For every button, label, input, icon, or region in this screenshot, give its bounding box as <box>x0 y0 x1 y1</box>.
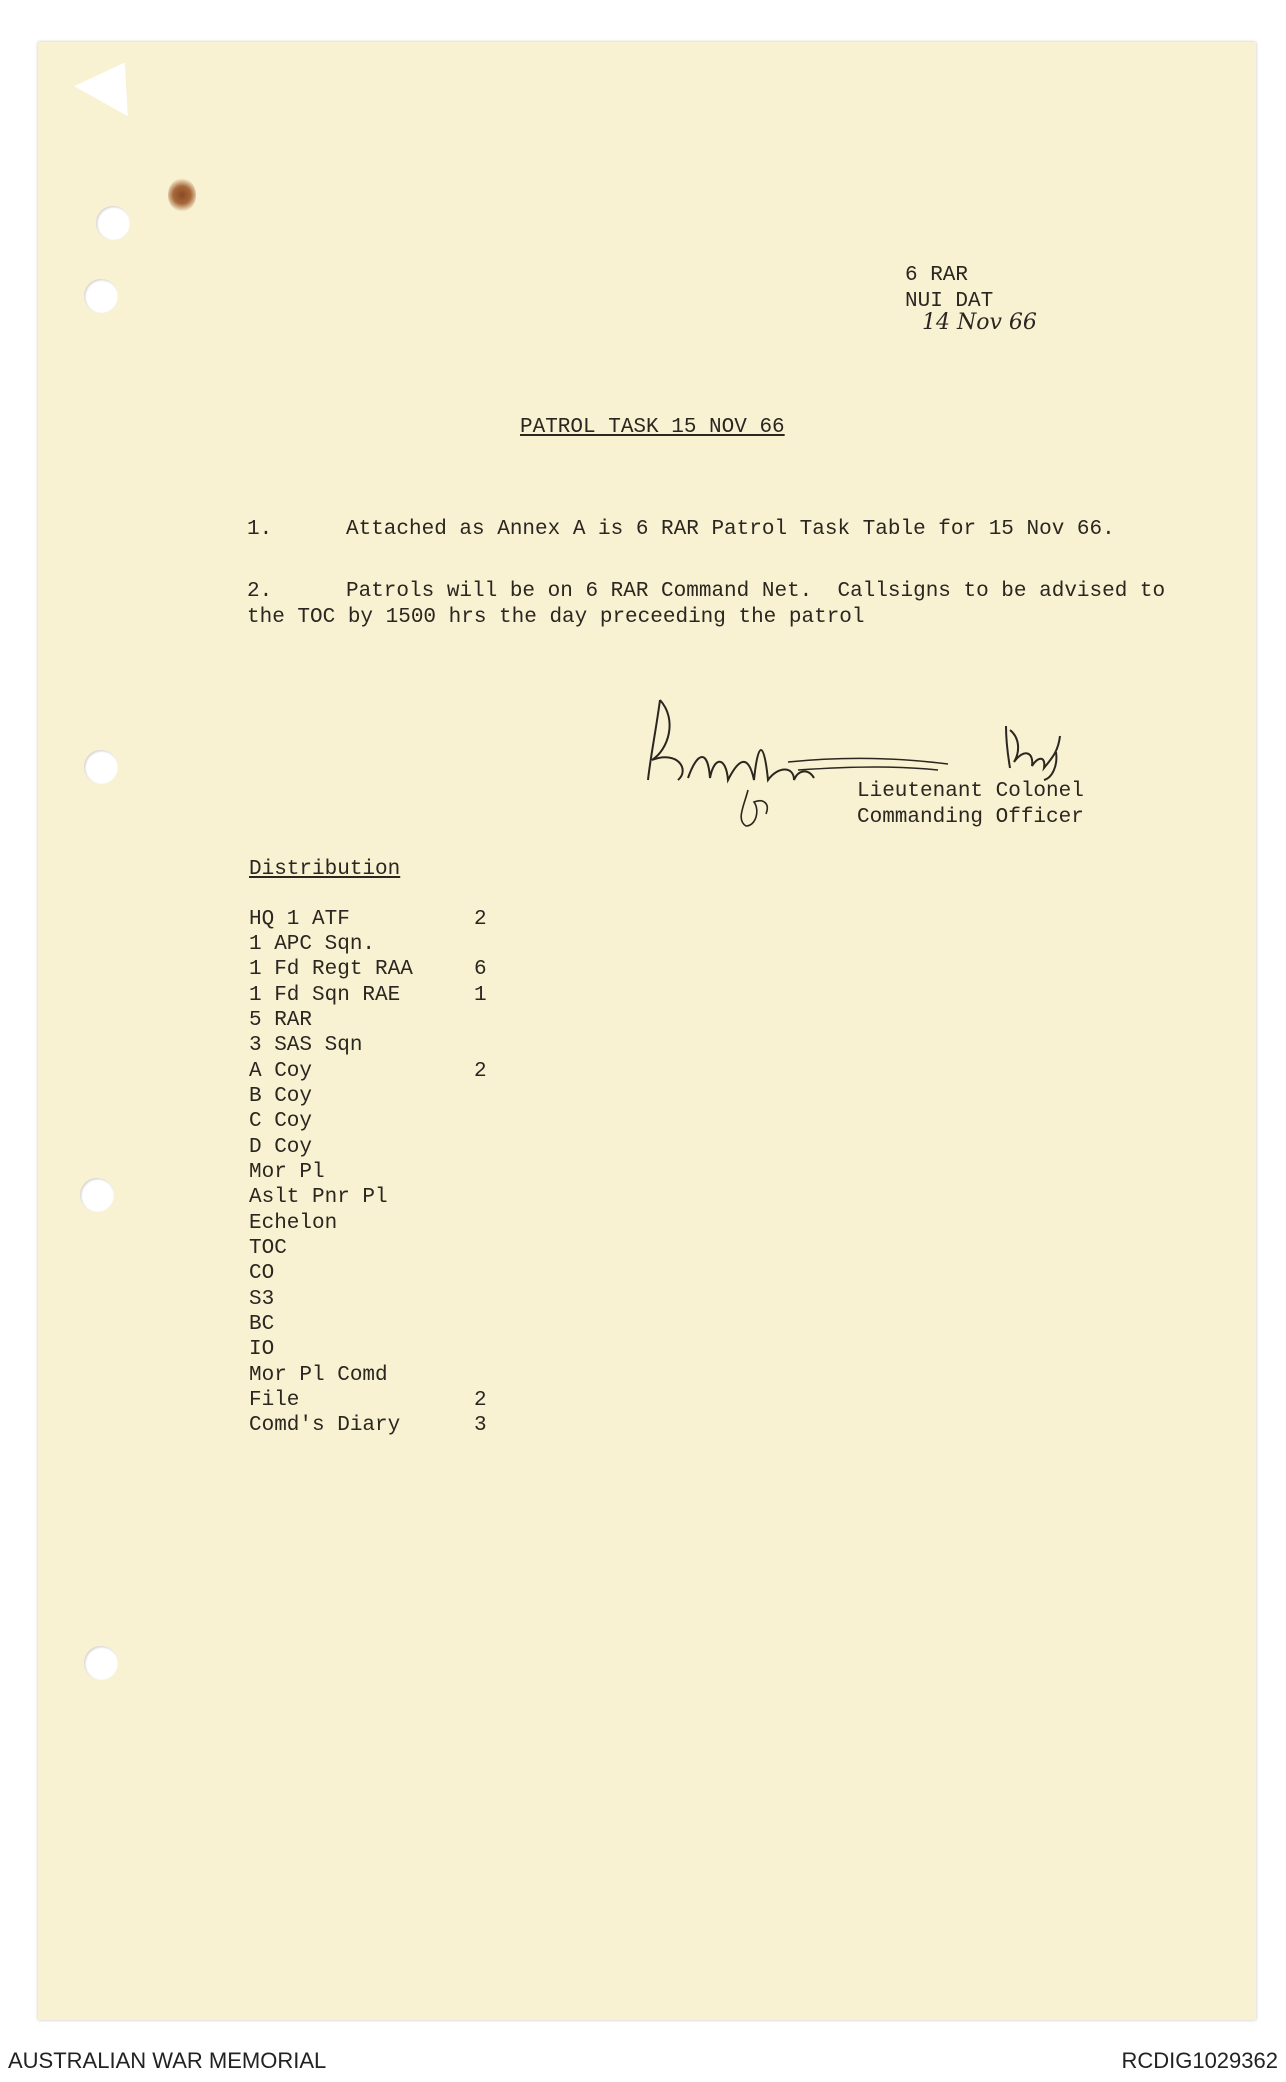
distribution-qty: 2 <box>474 908 487 931</box>
distribution-item: HQ 1 ATF <box>249 908 350 931</box>
distribution-row <box>249 958 509 983</box>
distribution-row <box>249 1034 509 1059</box>
distribution-row <box>249 1262 509 1287</box>
distribution-row <box>249 1009 509 1034</box>
distribution-item: IO <box>249 1338 275 1361</box>
paragraph-2-line-1: Patrols will be on 6 RAR Command Net. Callsigns to be advised to <box>346 580 1166 603</box>
distribution-row <box>249 1414 509 1439</box>
distribution-row <box>249 1110 509 1135</box>
distribution-item: Mor Pl <box>249 1161 325 1184</box>
distribution-row <box>249 1186 509 1211</box>
distribution-row <box>249 1364 509 1389</box>
distribution-row <box>249 1212 509 1237</box>
distribution-row <box>249 1338 509 1363</box>
distribution-heading: Distribution <box>249 858 401 881</box>
distribution-row <box>249 1060 509 1085</box>
distribution-item: A Coy <box>249 1060 313 1083</box>
punch-hole <box>84 750 118 784</box>
header-date: 14 Nov 66 <box>922 310 1037 335</box>
distribution-item: Comd's Diary <box>249 1414 401 1437</box>
distribution-item: 1 Fd Sqn RAE <box>249 984 401 1007</box>
paragraph-1-text: Attached as Annex A is 6 RAR Patrol Task Table for 15 Nov 66. <box>346 518 1115 541</box>
distribution-qty: 6 <box>474 958 487 981</box>
distribution-item: Aslt Pnr Pl <box>249 1186 388 1209</box>
distribution-row <box>249 933 509 958</box>
distribution-row <box>249 1313 509 1338</box>
distribution-item: 5 RAR <box>249 1009 313 1032</box>
distribution-item: CO <box>249 1262 275 1285</box>
distribution-row <box>249 1085 509 1110</box>
paragraph-1-number: 1. <box>247 518 273 541</box>
distribution-item: 3 SAS Sqn <box>249 1034 363 1057</box>
distribution-row <box>249 1288 509 1313</box>
distribution-item: 1 Fd Regt RAA <box>249 958 413 981</box>
distribution-qty: 3 <box>474 1414 487 1437</box>
handwritten-rank-correction <box>1000 722 1080 782</box>
punch-hole <box>84 1646 118 1680</box>
header-location: NUI DAT <box>905 290 994 313</box>
distribution-item: S3 <box>249 1288 275 1311</box>
punch-hole <box>96 206 130 240</box>
distribution-qty: 2 <box>474 1060 487 1083</box>
distribution-item: Echelon <box>249 1212 338 1235</box>
distribution-item: C Coy <box>249 1110 313 1133</box>
distribution-qty: 2 <box>474 1389 487 1412</box>
document-page <box>38 42 1256 2020</box>
paragraph-2-number: 2. <box>247 580 273 603</box>
header-unit: 6 RAR <box>905 264 969 287</box>
punch-hole <box>84 279 118 313</box>
distribution-item: BC <box>249 1313 275 1336</box>
distribution-item: TOC <box>249 1237 287 1260</box>
distribution-row <box>249 908 509 933</box>
distribution-row <box>249 1389 509 1414</box>
footer-record-id: RCDIG1029362 <box>1121 2048 1278 2073</box>
distribution-item: 1 APC Sqn. <box>249 933 376 956</box>
document-title: PATROL TASK 15 NOV 66 <box>520 416 785 439</box>
punch-hole <box>80 1178 114 1212</box>
signatory-appointment: Commanding Officer <box>857 806 1084 829</box>
distribution-item: Mor Pl Comd <box>249 1364 388 1387</box>
distribution-row <box>249 1161 509 1186</box>
distribution-row <box>249 984 509 1009</box>
distribution-item: D Coy <box>249 1136 313 1159</box>
distribution-qty: 1 <box>474 984 487 1007</box>
rust-stain <box>168 178 196 212</box>
paragraph-2-line-2: the TOC by 1500 hrs the day preceeding the patrol <box>247 606 865 629</box>
distribution-item: B Coy <box>249 1085 313 1108</box>
distribution-row <box>249 1237 509 1262</box>
distribution-item: File <box>249 1389 300 1412</box>
distribution-row <box>249 1136 509 1161</box>
footer-archive-name: AUSTRALIAN WAR MEMORIAL <box>8 2048 327 2073</box>
signatory-rank: Lieutenant Colonel <box>857 780 1084 803</box>
